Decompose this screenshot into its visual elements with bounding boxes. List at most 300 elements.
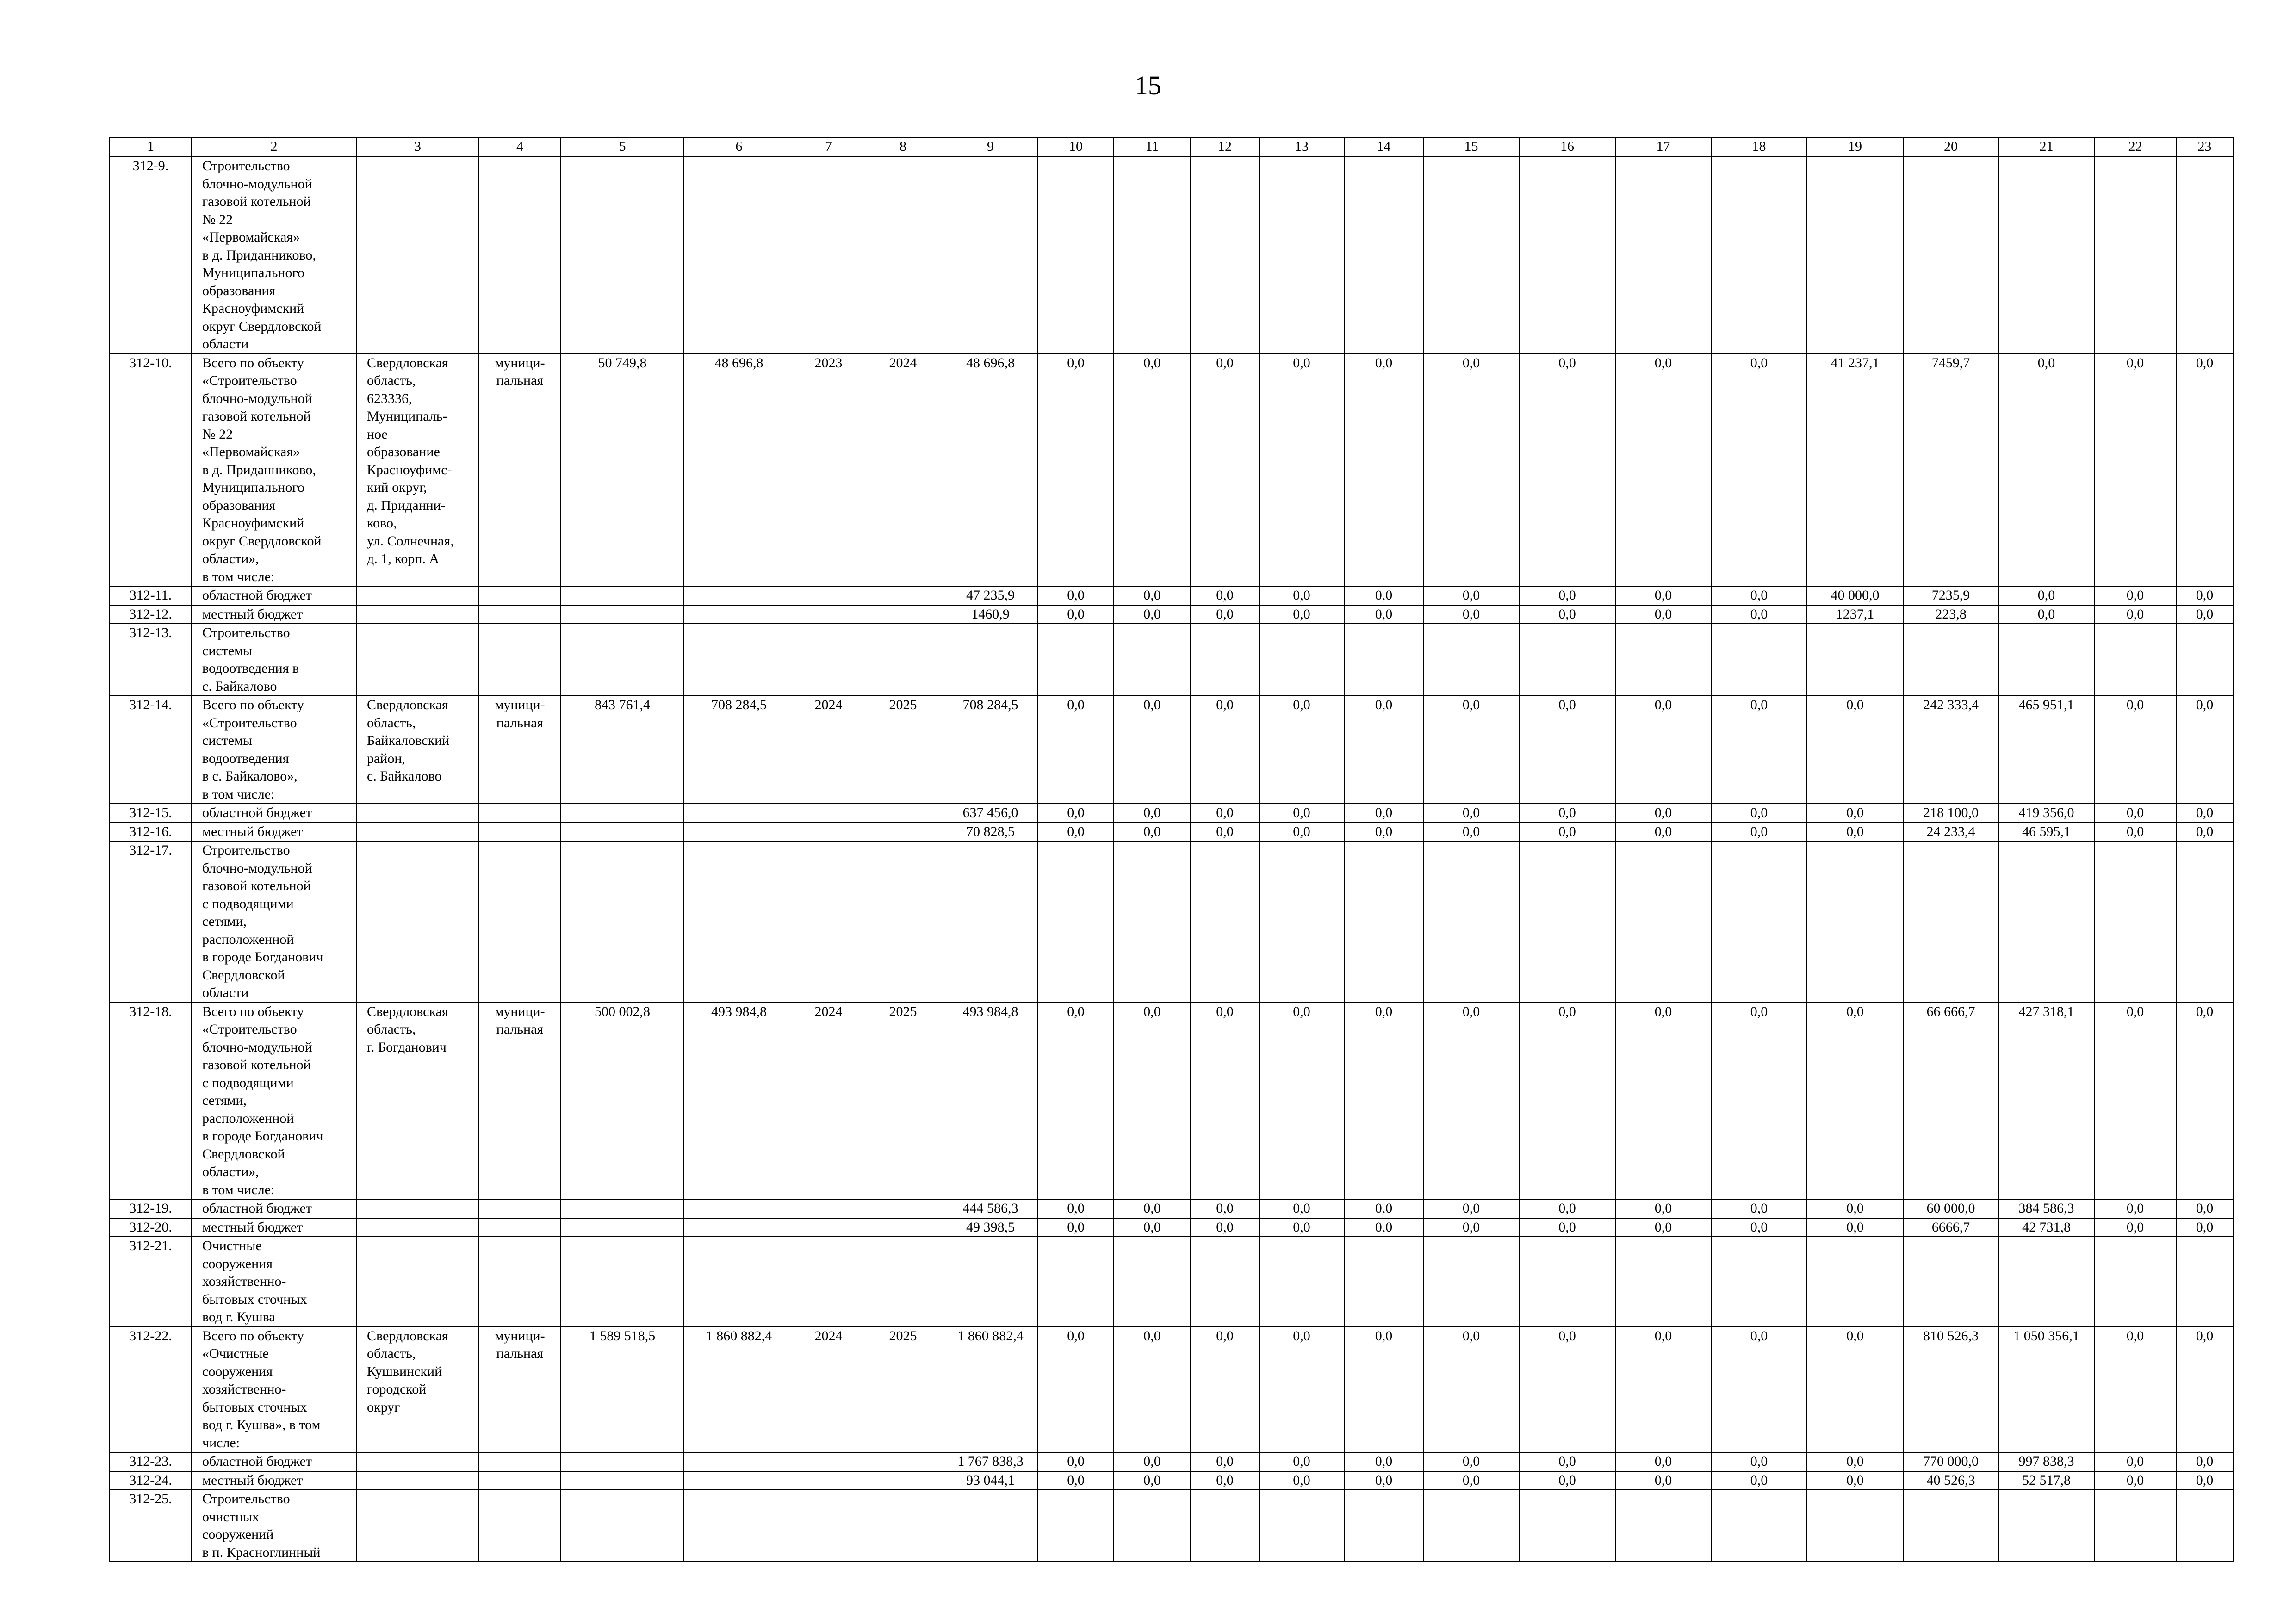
row-number-cell: 312-22.: [110, 1327, 192, 1453]
amount-cell: [1259, 841, 1344, 1003]
column-number-header: 23: [2176, 137, 2233, 157]
amount-cell: [1344, 157, 1423, 354]
amount-cell: 0,0: [1807, 823, 1903, 842]
amount-cell: 0,0: [1344, 1452, 1423, 1471]
amount-cell: 0,0: [1344, 1003, 1423, 1200]
amount-cell: [1038, 157, 1114, 354]
object-name-cell: областной бюджет: [192, 1452, 356, 1471]
estimated-cost-cell: [561, 1452, 684, 1471]
amount-cell: 0,0: [1344, 823, 1423, 842]
object-name-cell: местный бюджет: [192, 1218, 356, 1237]
amount-cell: [2094, 157, 2176, 354]
amount-cell: 0,0: [1344, 1471, 1423, 1490]
amount-cell: [1807, 841, 1903, 1003]
amount-cell: 0,0: [1807, 1003, 1903, 1200]
start-year-cell: [794, 605, 863, 624]
amount-cell: 0,0: [1519, 823, 1615, 842]
estimated-cost-cell: [561, 624, 684, 696]
address-cell: Свердловская область, г. Богданович: [356, 1003, 479, 1200]
amount-cell: 40 526,3: [1903, 1471, 1998, 1490]
amount-cell: 0,0: [1191, 823, 1259, 842]
amount-cell: 1237,1: [1807, 605, 1903, 624]
row-number-cell: 312-9.: [110, 157, 192, 354]
amount-cell: 0,0: [2094, 1003, 2176, 1200]
amount-cell: 0,0: [1259, 1003, 1344, 1200]
amount-cell: 242 333,4: [1903, 696, 1998, 804]
amount-cell: 0,0: [1344, 1327, 1423, 1453]
amount-cell: 0,0: [1259, 354, 1344, 587]
amount-cell: 0,0: [1519, 605, 1615, 624]
amount-cell: [2094, 1490, 2176, 1562]
amount-cell: 0,0: [1423, 1003, 1519, 1200]
amount-cell: 0,0: [1191, 1471, 1259, 1490]
row-number-cell: 312-19.: [110, 1199, 192, 1218]
amount-cell: 40 000,0: [1807, 586, 1903, 605]
column-number-header: 6: [684, 137, 794, 157]
start-year-cell: [794, 823, 863, 842]
amount-cell: [1114, 1237, 1191, 1327]
estimated-cost-cell: 843 761,4: [561, 696, 684, 804]
object-name-cell: Строительство системы водоотведения в с. Байкалово: [192, 624, 356, 696]
row-number-cell: 312-11.: [110, 586, 192, 605]
page-number: 15: [1135, 70, 1161, 100]
amount-cell: [1191, 1490, 1259, 1562]
column-number-header: 22: [2094, 137, 2176, 157]
amount-cell: 0,0: [2176, 1199, 2233, 1218]
object-name-cell: Строительство очистных сооружений в п. Красноглинный: [192, 1490, 356, 1562]
amount-cell: 0,0: [1711, 804, 1807, 823]
amount-cell: 0,0: [1038, 1218, 1114, 1237]
amount-cell: [2176, 157, 2233, 354]
column-number-header: 13: [1259, 137, 1344, 157]
amount-cell: 0,0: [1519, 1003, 1615, 1200]
amount-cell: 0,0: [1615, 804, 1711, 823]
amount-cell: [1038, 1490, 1114, 1562]
start-year-cell: [794, 1471, 863, 1490]
address-cell: [356, 1471, 479, 1490]
amount-cell: [2094, 841, 2176, 1003]
amount-cell: [1259, 1490, 1344, 1562]
estimated-cost-cell: [561, 804, 684, 823]
ownership-cell: [479, 1218, 561, 1237]
amount-cell: 0,0: [1191, 804, 1259, 823]
amount-cell: 0,0: [2094, 354, 2176, 587]
amount-cell: [2094, 624, 2176, 696]
object-name-cell: местный бюджет: [192, 823, 356, 842]
row-number-cell: 312-23.: [110, 1452, 192, 1471]
estimated-cost-cell: [561, 586, 684, 605]
table-row: [110, 586, 2233, 605]
amount-cell: [1998, 841, 2094, 1003]
amount-cell: [1344, 624, 1423, 696]
ownership-cell: [479, 586, 561, 605]
table-row: [110, 1218, 2233, 1237]
end-year-cell: [863, 804, 943, 823]
amount-cell: 0,0: [1615, 1218, 1711, 1237]
amount-cell: 0,0: [1259, 1199, 1344, 1218]
amount-cell: [1615, 1237, 1711, 1327]
end-year-cell: [863, 605, 943, 624]
amount-cell: [943, 624, 1038, 696]
amount-cell: [1903, 1237, 1998, 1327]
start-year-cell: [794, 1452, 863, 1471]
amount-cell: 41 237,1: [1807, 354, 1903, 587]
row-number-cell: 312-16.: [110, 823, 192, 842]
amount-cell: 0,0: [1191, 1327, 1259, 1453]
address-cell: [356, 1218, 479, 1237]
amount-cell: 0,0: [1998, 605, 2094, 624]
amount-cell: 0,0: [1807, 696, 1903, 804]
start-year-cell: [794, 586, 863, 605]
amount-cell: [1615, 624, 1711, 696]
amount-cell: 0,0: [1519, 804, 1615, 823]
estimated-cost-cell: [561, 1199, 684, 1218]
amount-cell: 0,0: [1114, 1003, 1191, 1200]
amount-cell: 0,0: [1191, 354, 1259, 587]
amount-cell: 0,0: [1038, 586, 1114, 605]
amount-cell: 0,0: [1519, 586, 1615, 605]
address-cell: [356, 823, 479, 842]
start-year-cell: [794, 804, 863, 823]
table-row: [110, 1490, 2233, 1562]
column-number-header: 11: [1114, 137, 1191, 157]
amount-cell: 419 356,0: [1998, 804, 2094, 823]
amount-cell: 0,0: [1114, 1471, 1191, 1490]
amount-cell: [1711, 624, 1807, 696]
address-cell: [356, 624, 479, 696]
end-year-cell: [863, 1237, 943, 1327]
amount-cell: 0,0: [1344, 804, 1423, 823]
address-cell: Свердловская область, 623336, Муниципаль- ное образование Красноуфимс- кий округ, д. Приданни- ково, ул. Солнечная, д. 1, корп. А: [356, 354, 479, 587]
address-cell: Свердловская область, Кушвинский городской округ: [356, 1327, 479, 1453]
amount-cell: 0,0: [2094, 1218, 2176, 1237]
amount-cell: 7459,7: [1903, 354, 1998, 587]
amount-cell: 0,0: [1519, 354, 1615, 587]
ownership-cell: [479, 1199, 561, 1218]
amount-cell: 0,0: [1344, 1199, 1423, 1218]
ownership-cell: [479, 605, 561, 624]
amount-cell: 0,0: [1807, 1199, 1903, 1218]
column-number-header: 12: [1191, 137, 1259, 157]
row-number-cell: 312-24.: [110, 1471, 192, 1490]
amount-cell: 0,0: [1423, 586, 1519, 605]
start-year-cell: [794, 841, 863, 1003]
amount-cell: [1711, 841, 1807, 1003]
amount-cell: 444 586,3: [943, 1199, 1038, 1218]
end-year-cell: [863, 1218, 943, 1237]
amount-cell: [1114, 1490, 1191, 1562]
column-number-header: 17: [1615, 137, 1711, 157]
amount-cell: 493 984,8: [943, 1003, 1038, 1200]
amount-cell: 708 284,5: [943, 696, 1038, 804]
amount-cell: [1711, 1490, 1807, 1562]
amount-cell: 0,0: [1038, 1471, 1114, 1490]
ownership-cell: [479, 823, 561, 842]
amount-cell: 0,0: [1114, 1327, 1191, 1453]
amount-cell: [943, 157, 1038, 354]
amount-cell: 0,0: [1114, 1452, 1191, 1471]
amount-cell: 0,0: [1259, 1218, 1344, 1237]
object-name-cell: Строительство блочно-модульной газовой котельной № 22 «Первомайская» в д. Приданниково, Муниципального образования Красноуфимский округ Свердловской области: [192, 157, 356, 354]
amount-cell: 0,0: [2094, 823, 2176, 842]
estimated-cost-cell: 1 589 518,5: [561, 1327, 684, 1453]
column-number-header: 10: [1038, 137, 1114, 157]
amount-cell: 0,0: [1615, 605, 1711, 624]
end-year-cell: [863, 586, 943, 605]
amount-cell: [1711, 1237, 1807, 1327]
amount-cell: 0,0: [2094, 605, 2176, 624]
ownership-cell: муници- пальная: [479, 1327, 561, 1453]
amount-cell: 42 731,8: [1998, 1218, 2094, 1237]
amount-cell: 465 951,1: [1998, 696, 2094, 804]
amount-cell: [1903, 841, 1998, 1003]
amount-cell: [1259, 624, 1344, 696]
amount-cell: 0,0: [1259, 1471, 1344, 1490]
estimated-cost-cell: [561, 157, 684, 354]
amount-cell: [1615, 1490, 1711, 1562]
amount-cell: [1038, 841, 1114, 1003]
address-cell: [356, 586, 479, 605]
amount-cell: 1 860 882,4: [943, 1327, 1038, 1453]
amount-cell: 0,0: [1114, 696, 1191, 804]
end-year-cell: 2025: [863, 1327, 943, 1453]
object-name-cell: Всего по объекту «Строительство системы водоотведения в с. Байкалово», в том числе:: [192, 696, 356, 804]
amount-cell: 6666,7: [1903, 1218, 1998, 1237]
row-number-cell: 312-20.: [110, 1218, 192, 1237]
table-row: [110, 841, 2233, 1003]
column-number-header: 21: [1998, 137, 2094, 157]
ownership-cell: [479, 841, 561, 1003]
ownership-cell: [479, 1490, 561, 1562]
start-year-cell: [794, 1237, 863, 1327]
amount-cell: 0,0: [1038, 1452, 1114, 1471]
amount-cell: [1903, 157, 1998, 354]
ownership-cell: муници- пальная: [479, 696, 561, 804]
amount-cell: 0,0: [1344, 354, 1423, 587]
remaining-cost-cell: [684, 823, 794, 842]
end-year-cell: [863, 157, 943, 354]
object-name-cell: областной бюджет: [192, 804, 356, 823]
estimated-cost-cell: [561, 841, 684, 1003]
amount-cell: 0,0: [1344, 696, 1423, 804]
amount-cell: [2176, 1237, 2233, 1327]
estimated-cost-cell: [561, 823, 684, 842]
start-year-cell: [794, 1490, 863, 1562]
address-cell: [356, 841, 479, 1003]
amount-cell: 0,0: [1807, 1218, 1903, 1237]
amount-cell: 0,0: [1114, 605, 1191, 624]
amount-cell: 0,0: [1114, 586, 1191, 605]
amount-cell: 0,0: [1711, 605, 1807, 624]
amount-cell: 0,0: [1519, 696, 1615, 804]
amount-cell: [943, 1490, 1038, 1562]
end-year-cell: 2025: [863, 696, 943, 804]
amount-cell: [1191, 157, 1259, 354]
amount-cell: 0,0: [1114, 1218, 1191, 1237]
start-year-cell: 2023: [794, 354, 863, 587]
amount-cell: 7235,9: [1903, 586, 1998, 605]
amount-cell: 0,0: [1191, 605, 1259, 624]
start-year-cell: [794, 1199, 863, 1218]
amount-cell: 0,0: [1038, 1003, 1114, 1200]
amount-cell: 0,0: [1519, 1199, 1615, 1218]
amount-cell: [1191, 841, 1259, 1003]
amount-cell: [2176, 1490, 2233, 1562]
amount-cell: 0,0: [1114, 804, 1191, 823]
start-year-cell: 2024: [794, 1003, 863, 1200]
amount-cell: [1903, 1490, 1998, 1562]
amount-cell: 0,0: [1615, 1471, 1711, 1490]
amount-cell: 0,0: [1519, 1218, 1615, 1237]
amount-cell: 0,0: [1038, 1199, 1114, 1218]
column-number-header: 15: [1423, 137, 1519, 157]
amount-cell: [1807, 1237, 1903, 1327]
amount-cell: 0,0: [1191, 1452, 1259, 1471]
amount-cell: 0,0: [1807, 1471, 1903, 1490]
amount-cell: [1038, 624, 1114, 696]
amount-cell: [1903, 624, 1998, 696]
remaining-cost-cell: [684, 157, 794, 354]
amount-cell: 0,0: [1615, 1199, 1711, 1218]
amount-cell: 0,0: [1519, 1452, 1615, 1471]
amount-cell: 0,0: [1114, 354, 1191, 587]
amount-cell: 0,0: [1807, 804, 1903, 823]
amount-cell: 0,0: [1711, 1471, 1807, 1490]
address-cell: [356, 1490, 479, 1562]
remaining-cost-cell: [684, 1237, 794, 1327]
amount-cell: 0,0: [1423, 354, 1519, 587]
amount-cell: 0,0: [1344, 605, 1423, 624]
amount-cell: 0,0: [1191, 1003, 1259, 1200]
object-name-cell: местный бюджет: [192, 1471, 356, 1490]
end-year-cell: [863, 1452, 943, 1471]
address-cell: [356, 157, 479, 354]
column-number-header: 8: [863, 137, 943, 157]
amount-cell: [1519, 624, 1615, 696]
object-name-cell: областной бюджет: [192, 586, 356, 605]
amount-cell: 0,0: [1344, 1218, 1423, 1237]
object-name-cell: местный бюджет: [192, 605, 356, 624]
amount-cell: [1259, 1237, 1344, 1327]
amount-cell: 0,0: [1423, 1199, 1519, 1218]
amount-cell: 0,0: [2094, 696, 2176, 804]
amount-cell: 0,0: [1259, 1327, 1344, 1453]
column-number-header-row: [110, 137, 2233, 157]
amount-cell: [1615, 841, 1711, 1003]
amount-cell: [943, 1237, 1038, 1327]
object-name-cell: Всего по объекту «Очистные сооружения хозяйственно- бытовых сточных вод г. Кушва», в том числе:: [192, 1327, 356, 1453]
estimated-cost-cell: [561, 1237, 684, 1327]
amount-cell: 0,0: [1711, 696, 1807, 804]
amount-cell: [1423, 1237, 1519, 1327]
amount-cell: 0,0: [1038, 1327, 1114, 1453]
amount-cell: 0,0: [2176, 605, 2233, 624]
table-row: [110, 823, 2233, 842]
table-row: [110, 1452, 2233, 1471]
amount-cell: 0,0: [1615, 696, 1711, 804]
amount-cell: 0,0: [2176, 1003, 2233, 1200]
amount-cell: 0,0: [1038, 605, 1114, 624]
amount-cell: 0,0: [2094, 1452, 2176, 1471]
estimated-cost-cell: 500 002,8: [561, 1003, 684, 1200]
column-number-header: 18: [1711, 137, 1807, 157]
row-number-cell: 312-10.: [110, 354, 192, 587]
amount-cell: [1807, 624, 1903, 696]
amount-cell: 0,0: [1191, 586, 1259, 605]
remaining-cost-cell: 708 284,5: [684, 696, 794, 804]
investment-table: [109, 137, 2234, 1562]
column-number-header: 20: [1903, 137, 1998, 157]
amount-cell: 1 050 356,1: [1998, 1327, 2094, 1453]
amount-cell: [1519, 157, 1615, 354]
amount-cell: 93 044,1: [943, 1471, 1038, 1490]
amount-cell: 0,0: [1711, 823, 1807, 842]
estimated-cost-cell: 50 749,8: [561, 354, 684, 587]
amount-cell: [1191, 1237, 1259, 1327]
address-cell: Свердловская область, Байкаловский район, с. Байкалово: [356, 696, 479, 804]
table-row: [110, 624, 2233, 696]
amount-cell: [1998, 1490, 2094, 1562]
amount-cell: 427 318,1: [1998, 1003, 2094, 1200]
amount-cell: 0,0: [1711, 1199, 1807, 1218]
estimated-cost-cell: [561, 1471, 684, 1490]
amount-cell: [1998, 1237, 2094, 1327]
amount-cell: 0,0: [2094, 804, 2176, 823]
remaining-cost-cell: [684, 586, 794, 605]
amount-cell: 47 235,9: [943, 586, 1038, 605]
column-number-header: 2: [192, 137, 356, 157]
amount-cell: [1114, 624, 1191, 696]
amount-cell: [1423, 1490, 1519, 1562]
remaining-cost-cell: 48 696,8: [684, 354, 794, 587]
amount-cell: [1615, 157, 1711, 354]
end-year-cell: [863, 841, 943, 1003]
amount-cell: [1038, 1237, 1114, 1327]
amount-cell: 0,0: [1615, 586, 1711, 605]
end-year-cell: [863, 823, 943, 842]
amount-cell: 0,0: [2176, 1327, 2233, 1453]
amount-cell: 0,0: [1615, 1003, 1711, 1200]
estimated-cost-cell: [561, 1490, 684, 1562]
amount-cell: 0,0: [2094, 1199, 2176, 1218]
amount-cell: 0,0: [2176, 1471, 2233, 1490]
amount-cell: 0,0: [1998, 586, 2094, 605]
amount-cell: 0,0: [1807, 1327, 1903, 1453]
object-name-cell: Всего по объекту «Строительство блочно-модульной газовой котельной с подводящими сетями, расположенной в городе Богданович Свердловской области», в том числе:: [192, 1003, 356, 1200]
amount-cell: 218 100,0: [1903, 804, 1998, 823]
amount-cell: [943, 841, 1038, 1003]
amount-cell: 0,0: [1519, 1327, 1615, 1453]
amount-cell: [1344, 1490, 1423, 1562]
row-number-cell: 312-14.: [110, 696, 192, 804]
amount-cell: 0,0: [1519, 1471, 1615, 1490]
amount-cell: 0,0: [1423, 804, 1519, 823]
amount-cell: 0,0: [1423, 696, 1519, 804]
amount-cell: [1519, 841, 1615, 1003]
start-year-cell: [794, 1218, 863, 1237]
amount-cell: 0,0: [1711, 586, 1807, 605]
column-number-header: 1: [110, 137, 192, 157]
amount-cell: 60 000,0: [1903, 1199, 1998, 1218]
row-number-cell: 312-13.: [110, 624, 192, 696]
table-row: [110, 605, 2233, 624]
amount-cell: 46 595,1: [1998, 823, 2094, 842]
remaining-cost-cell: [684, 1452, 794, 1471]
remaining-cost-cell: 493 984,8: [684, 1003, 794, 1200]
ownership-cell: [479, 804, 561, 823]
column-number-header: 14: [1344, 137, 1423, 157]
amount-cell: [2176, 624, 2233, 696]
